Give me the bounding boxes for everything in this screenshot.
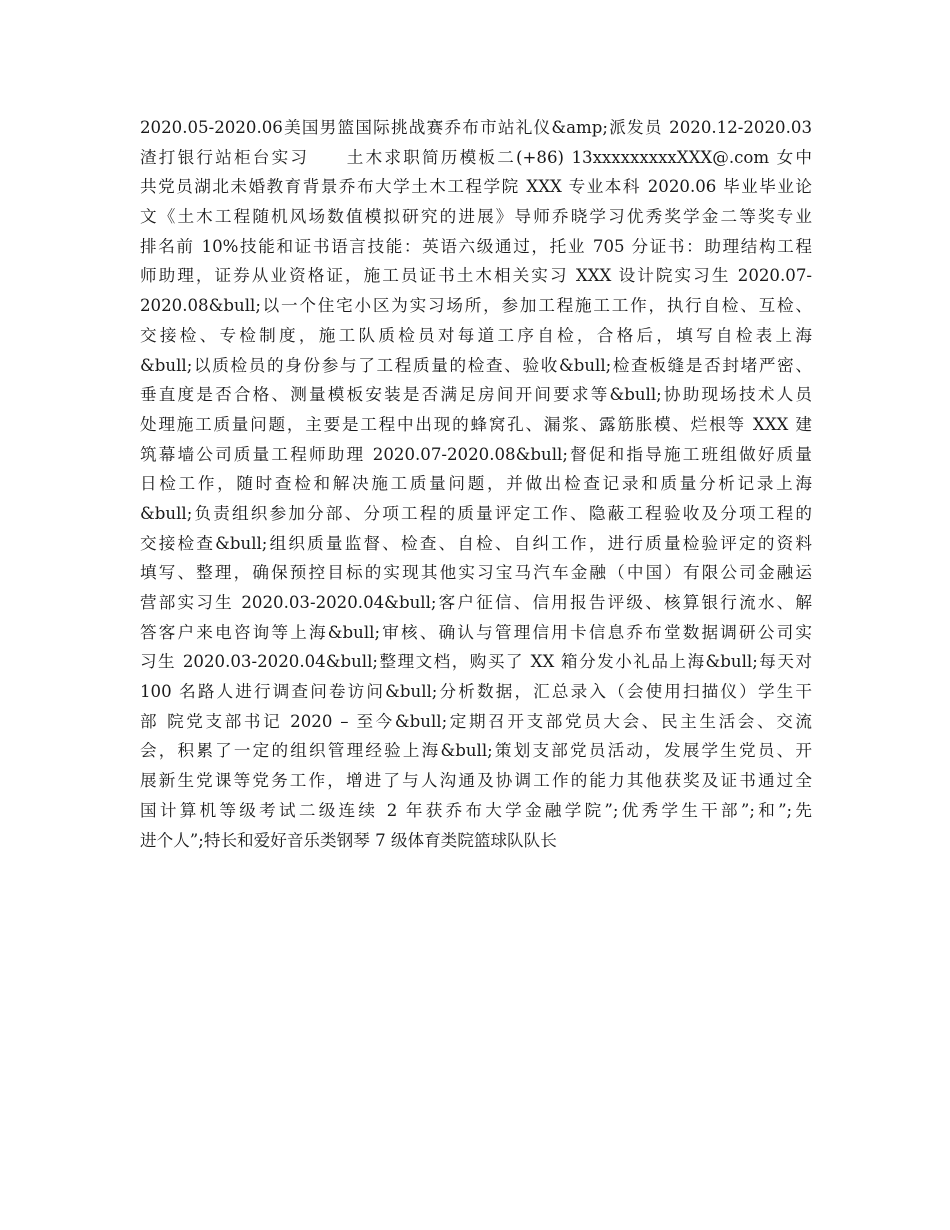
text-line: 师助理，证券从业资格证，施工员证书土木相关实习 XXX 设计院实习生 2020.07- [140, 266, 812, 286]
text-line: &bull;以质检员的身份参与了工程质量的检查、验收&bull;检查板缝是否封堵严密、 [140, 355, 812, 375]
document-body [140, 113, 812, 855]
text-line: 答客户来电咨询等上海&bull;审核、确认与管理信用卡信息乔布堂数据调研公司实 [140, 622, 812, 642]
text-line: 100 名路人进行调查问卷访问&bull;分析数据，汇总录入（会使用扫描仪）学生干 [140, 682, 812, 702]
text-line: 营部实习生 2020.03-2020.04&bull;客户征信、信用报告评级、核算银行流水、解 [140, 593, 812, 612]
text-line: 国计算机等级考试二级连续 2 年获乔布大学金融学院”;优秀学生干部”;和”;先 [140, 800, 812, 820]
text-line: 文《土木工程随机风场数值模拟研究的进展》导师乔晓学习优秀奖学金二等奖专业 [140, 207, 812, 227]
text-line: 渣打银行站柜台实习 土木求职简历模板二(+86) 13xxxxxxxxxXXX@.com 女中 [140, 147, 812, 167]
text-line: 交接检查&bull;组织质量监督、检查、自检、自纠工作，进行质量检验评定的资料 [140, 533, 812, 553]
text-line: 排名前 10%技能和证书语言技能：英语六级通过，托业 705 分证书：助理结构工程 [140, 236, 812, 256]
text-line: &bull;负责组织参加分部、分项工程的质量评定工作、隐蔽工程验收及分项工程的 [140, 503, 812, 523]
text-line: 2020.05-2020.06美国男篮国际挑战赛乔布市站礼仪&amp;派发员 2020.12-2020.03 [140, 118, 812, 137]
text-line: 2020.08&bull;以一个住宅小区为实习场所，参加工程施工工作，执行自检、互检、 [140, 296, 812, 316]
text-line: 展新生党课等党务工作，增进了与人沟通及协调工作的能力其他获奖及证书通过全 [140, 771, 812, 791]
text-line: 习生 2020.03-2020.04&bull;整理文档，购买了 XX 箱分发小礼品上海&bull;每天对 [140, 652, 812, 672]
text-line: 筑幕墙公司质量工程师助理 2020.07-2020.08&bull;督促和指导施工班组做好质量 [140, 444, 812, 464]
text-line: 交接检、专检制度，施工队质检员对每道工序自检，合格后，填写自检表上海 [140, 325, 812, 345]
text-line: 共党员湖北未婚教育背景乔布大学土木工程学院 XXX 专业本科 2020.06 毕业毕业论 [140, 177, 812, 197]
text-line: 进个人”;特长和爱好音乐类钢琴 7 级体育类院篮球队队长 [140, 830, 557, 850]
text-line: 会，积累了一定的组织管理经验上海&bull;策划支部党员活动，发展学生党员、开 [140, 741, 812, 761]
text-line: 处理施工质量问题，主要是工程中出现的蜂窝孔、漏浆、露筋胀模、烂根等 XXX 建 [140, 414, 812, 434]
text-line: 日检工作，随时查检和解决施工质量问题，并做出检查记录和质量分析记录上海 [140, 474, 812, 494]
text-line: 部 院党支部书记 2020 – 至今&bull;定期召开支部党员大会、民主生活会、交流 [140, 711, 812, 731]
text-line: 填写、整理，确保预控目标的实现其他实习宝马汽车金融（中国）有限公司金融运 [140, 563, 812, 583]
text-line: 垂直度是否合格、测量模板安装是否满足房间开间要求等&bull;协助现场技术人员 [140, 385, 812, 405]
